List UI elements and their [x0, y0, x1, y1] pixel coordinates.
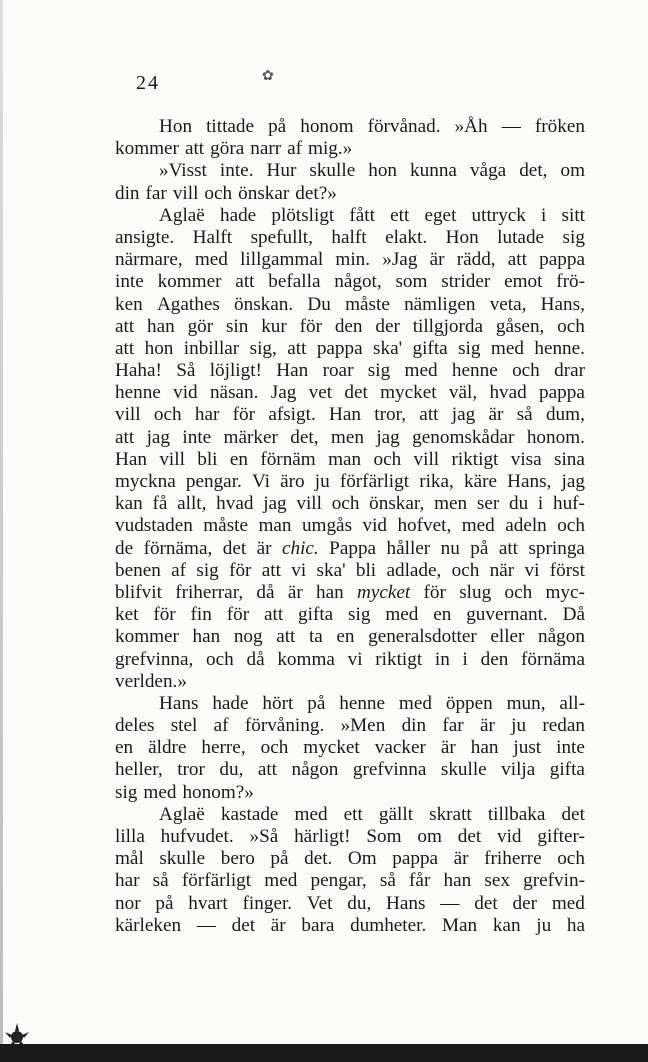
- text-line: benen af sig för att vi ska' bli adlade, och när vi först: [115, 559, 585, 581]
- ornament-icon: ✿: [262, 69, 274, 84]
- text-line: blifvit friherrar, då är han mycket för slug och myc-: [115, 581, 585, 603]
- text-line: ket för fin för att gifta sig med en guvernant. Då: [115, 604, 585, 626]
- text-line: en äldre herre, och mycket vacker är han just inte: [115, 737, 585, 759]
- text-line: vudstaden måste man umgås vid hofvet, med adeln och: [115, 515, 585, 537]
- text-line: verlden.»: [115, 670, 187, 692]
- text-line: mål skulle bero på det. Om pappa är friherre och: [115, 848, 585, 870]
- page-edge-shadow: [0, 0, 3, 1062]
- text-line: heller, tror du, att någon grefvinna skulle vilja gifta: [115, 759, 585, 781]
- text-line: kan få allt, hvad jag vill och önskar, men ser du i huf-: [115, 493, 585, 515]
- text-line: henne vid näsan. Jag vet det mycket väl, hvad pappa: [115, 382, 585, 404]
- text-line: myckna pengar. Vi äro ju förfärligt rika, käre Hans, jag: [115, 471, 585, 492]
- text-line: Hon tittade på honom förvånad. »Åh — fröken: [159, 116, 585, 137]
- text-line: Aglaë kastade med ett gällt skratt tillbaka det: [159, 803, 585, 825]
- text-line: har så förfärligt med pengar, så får han sex grefvin-: [115, 870, 585, 892]
- text-line: kommer att göra narr af mig.»: [115, 138, 353, 160]
- text-line: kärleken — det är bara dumheter. Man kan ju ha: [115, 914, 585, 936]
- text-line: kommer han nog att ta en generalsdotter eller någon: [115, 626, 585, 648]
- text-line: ansigte. Halft spefullt, halft elakt. Hon lutade sig: [115, 226, 585, 248]
- text-line: deles stel af förvåning. »Men din far är ju redan: [115, 715, 585, 737]
- text-line: inte kommer att befalla något, som strider emot frö-: [115, 271, 585, 293]
- text-line: »Visst inte. Hur skulle hon kunna våga det, om: [159, 160, 585, 182]
- text-line: att jag inte märker det, men jag genomskådar honom.: [115, 426, 585, 448]
- text-line: Hans hade hört på henne med öppen mun, all-: [159, 692, 585, 714]
- text-line: din far vill och önskar det?»: [115, 182, 337, 204]
- text-line: nor på hvart finger. Vet du, Hans — det der med: [115, 892, 585, 914]
- text-line: sig med honom?»: [115, 781, 254, 803]
- text-line: närmare, med lillgammal min. »Jag är rädd, att pappa: [115, 249, 585, 271]
- text-line: att hon inbillar sig, att pappa ska' gifta sig med henne.: [115, 337, 585, 359]
- text-line: grefvinna, och då komma vi riktigt in i den förnäma: [115, 648, 585, 670]
- body-text: [115, 116, 585, 937]
- text-line: vill och har för afsigt. Han tror, att jag är så dum,: [115, 404, 585, 426]
- text-line: ken Agathes önskan. Du måste nämligen veta, Hans,: [115, 293, 585, 315]
- text-line: Han vill bli en förnäm man och vill riktigt visa sina: [115, 448, 585, 470]
- page-number: 24: [136, 72, 160, 94]
- text-line: de förnäma, det är chic. Pappa håller nu på att springa: [115, 537, 585, 559]
- scan-border: [0, 1044, 648, 1062]
- text-line: Aglaë hade plötsligt fått ett eget uttryck i sitt: [159, 204, 585, 226]
- text-line: Haha! Så löjligt! Han roar sig med henne och drar: [115, 360, 585, 382]
- text-line: lilla hufvudet. »Så härligt! Som om det vid gifter-: [115, 826, 585, 847]
- text-line: att han gör sin kur för den der tillgjorda gåsen, och: [115, 315, 585, 337]
